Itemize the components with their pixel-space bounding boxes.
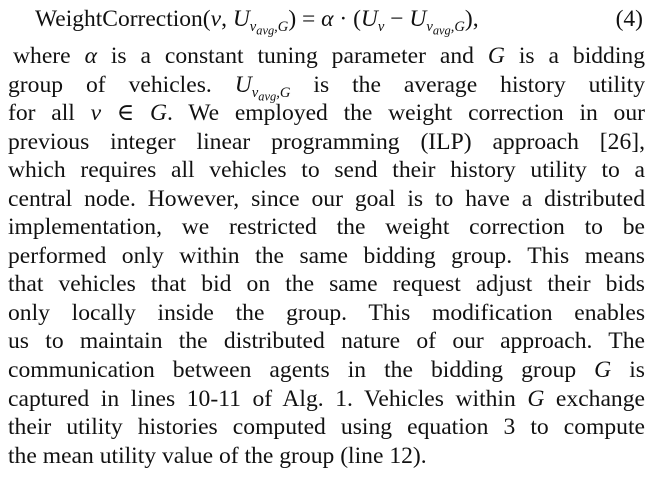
equation-4 [8,0,645,42]
text-line-10: only locally inside the group. This modification enables [8,299,645,326]
body-paragraph [8,42,645,470]
text-line-12: communication between agents in the bidding group G is [8,357,645,384]
text-line-7: implementation, we restricted the weight correction to be [8,214,645,241]
text-line-2: group of vehicles. $U_{v_{avg},G}$ is the average history utility [8,71,645,104]
text-line-5: which requires all vehicles to send their history utility to a [8,157,645,184]
function-name: WeightCorrection [35,6,203,32]
text-line-13: captured in lines 10-11 of Alg. 1. Vehicles within G exchange [8,385,645,412]
text-line-14: their utility histories computed using equation 3 to compute [8,414,645,441]
text-line-6: central node. However, since our goal is to have a distributed [8,185,645,212]
equation-number: (4) [615,6,643,32]
text-line-3: for all v ∈ G. We employed the weight correction in our [8,100,645,127]
text-line-8: performed only within the same bidding group. This means [8,242,645,269]
text-line-15: the mean utility value of the group (line 12). [8,442,427,469]
text-line-9: that vehicles that bid on the same request adjust their bids [8,271,645,298]
text-line-1: where α is a constant tuning parameter and G is a bidding [13,43,645,69]
equation-formula: WeightCorrection(v, $U_{v_{avg},G}) = \alpha \cdot (U_v - U_{v_{avg},G})$, [35,6,479,38]
text-line-11: us to maintain the distributed nature of our approach. The [8,328,645,355]
text-line-4: previous integer linear programming (ILP) approach [26], [8,128,645,155]
